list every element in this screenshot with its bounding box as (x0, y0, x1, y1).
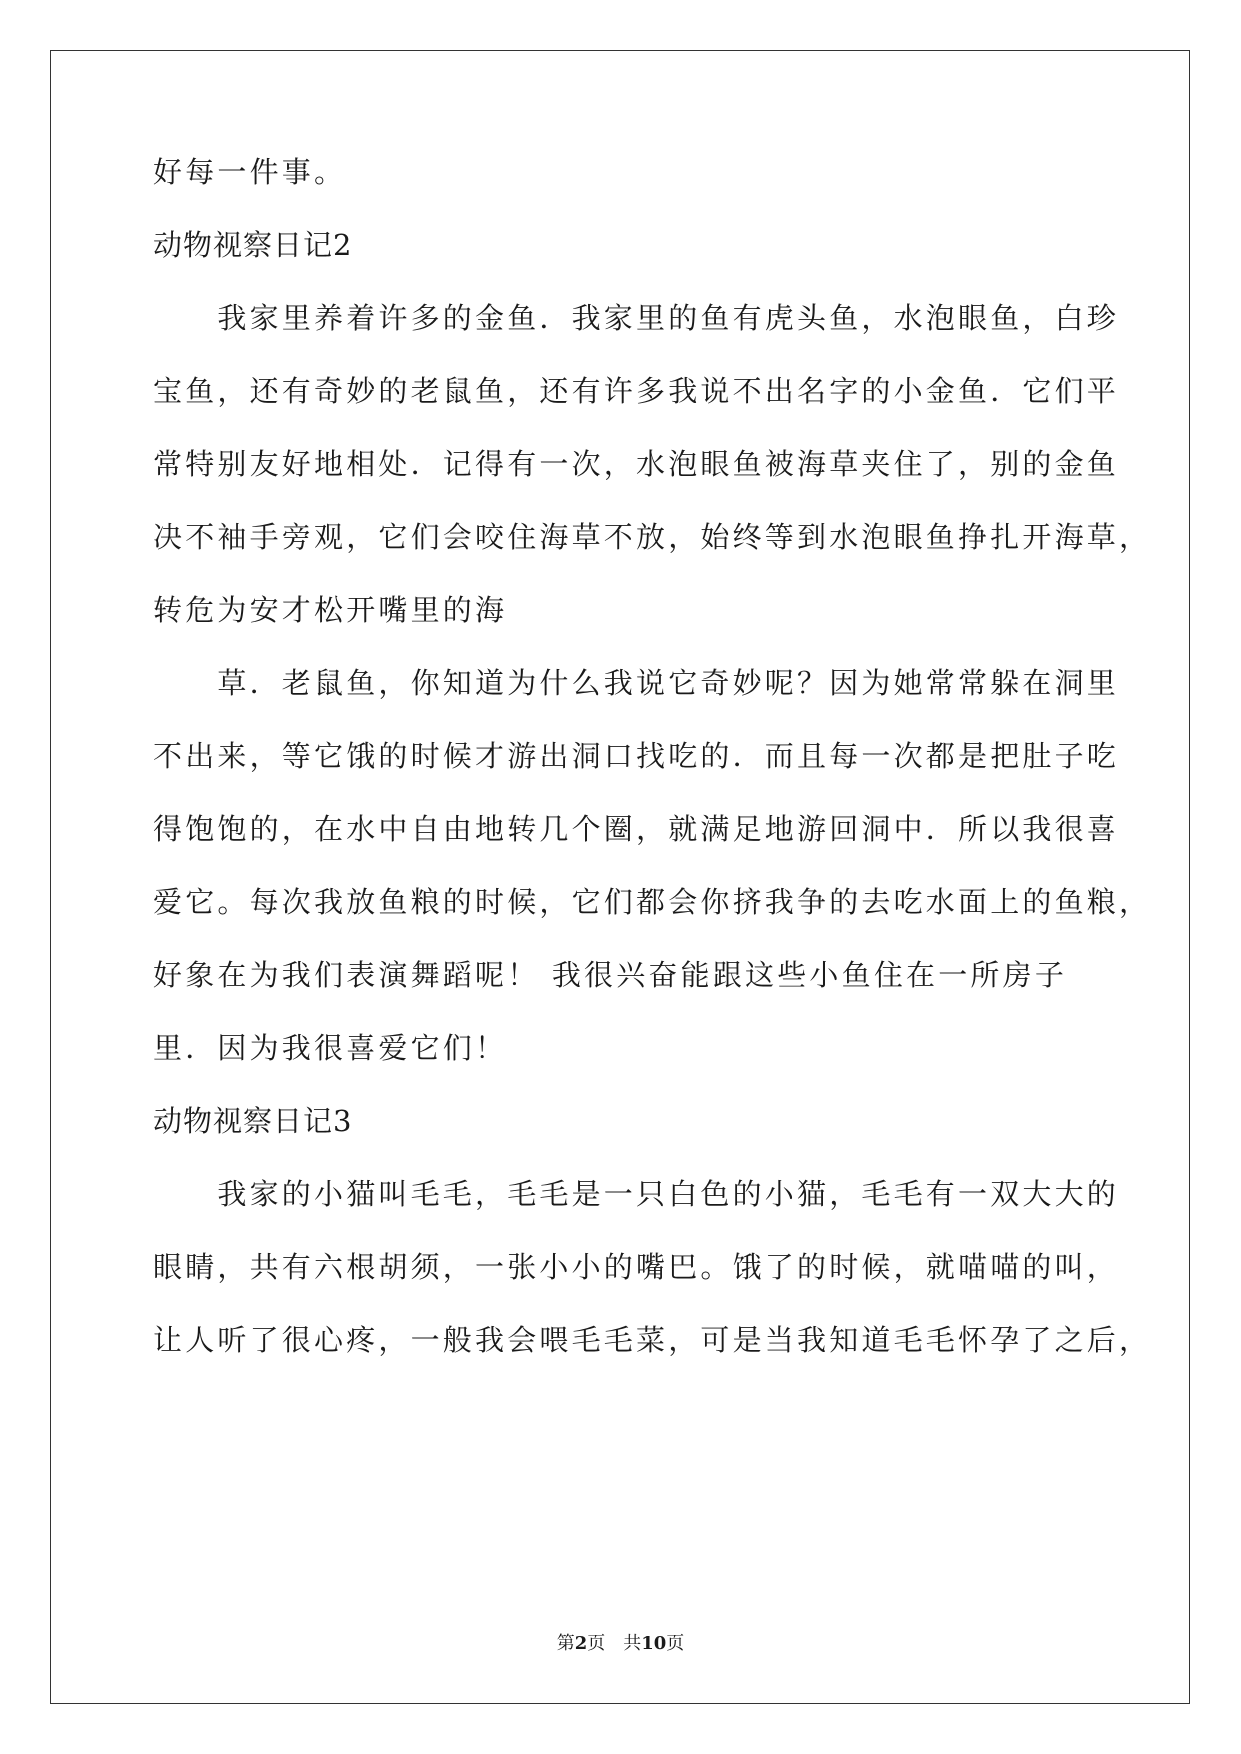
text-line-7: 转危为安才松开嘴里的海 (153, 593, 508, 627)
text-line-6: 决不袖手旁观，它们会咬住海草不放，始终等到水泡眼鱼挣扎开海草， (153, 520, 1152, 554)
text-line-1: 好每一件事。 (153, 155, 347, 189)
text-line-12: 好象在为我们表演舞蹈呢！ 我很兴奋能跟这些小鱼住在一所房子 (153, 958, 1068, 992)
text-line-15: 我家的小猫叫毛毛，毛毛是一只白色的小猫，毛毛有一双大大的 (153, 1177, 1120, 1211)
page-suffix: 页 (587, 1633, 606, 1654)
text-line-17: 让人听了很心疼，一般我会喂毛毛菜，可是当我知道毛毛怀孕了之后， (153, 1323, 1152, 1357)
text-line-4: 宝鱼，还有奇妙的老鼠鱼，还有许多我说不出名字的小金鱼．它们平 (153, 374, 1120, 408)
text-line-9: 不出来，等它饿的时候才游出洞口找吃的．而且每一次都是把肚子吃 (153, 739, 1120, 773)
page-current: 2 (574, 1633, 588, 1654)
text-line-10: 得饱饱的，在水中自由地转几个圈，就满足地游回洞中．所以我很喜 (153, 812, 1120, 846)
text-line-5: 常特别友好地相处．记得有一次，水泡眼鱼被海草夹住了，别的金鱼 (153, 447, 1120, 481)
page-footer (0, 1632, 1241, 1656)
section-heading-diary-2: 动物视察日记2 (153, 228, 353, 262)
total-suffix: 页 (666, 1633, 685, 1654)
total-prefix: 共 (623, 1633, 642, 1654)
section-heading-diary-3: 动物视察日记3 (153, 1104, 353, 1138)
text-line-11: 爱它。每次我放鱼粮的时候，它们都会你挤我争的去吃水面上的鱼粮， (153, 885, 1152, 919)
total-pages: 10 (641, 1633, 667, 1654)
text-line-16: 眼睛，共有六根胡须，一张小小的嘴巴。饿了的时候，就喵喵的叫， (153, 1250, 1120, 1284)
page-prefix: 第 (556, 1633, 575, 1654)
text-line-3: 我家里养着许多的金鱼．我家里的鱼有虎头鱼，水泡眼鱼，白珍 (153, 301, 1120, 335)
text-line-8: 草．老鼠鱼，你知道为什么我说它奇妙呢？因为她常常躲在洞里 (153, 666, 1120, 700)
text-line-13: 里．因为我很喜爱它们！ (153, 1031, 508, 1065)
